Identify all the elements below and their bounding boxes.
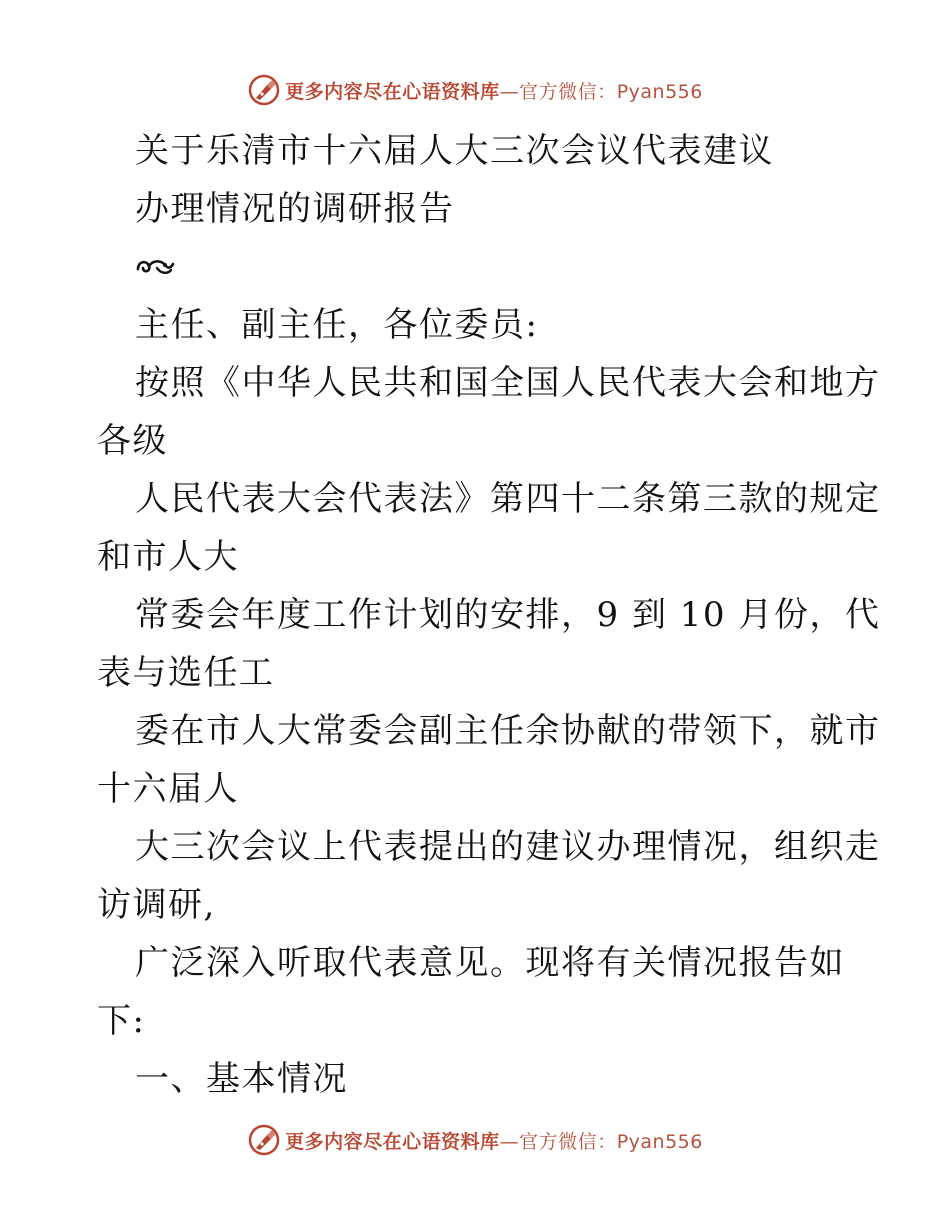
document-title-line-2: 办理情况的调研报告	[135, 189, 455, 229]
watermark-wechat-id: Pyan556	[616, 80, 703, 103]
watermark-wechat-label: 官方微信：	[519, 1130, 617, 1153]
document-body-line: 广泛深入听取代表意见。现将有关情况报告如	[135, 943, 845, 983]
watermark-brand-text: 更多内容尽在心语资料库	[285, 1130, 500, 1153]
document-greeting: 主任、副主任，各位委员:	[135, 305, 539, 345]
document-body-line: 委在市人大常委会副主任余协献的带领下，就市	[135, 711, 881, 751]
document-body-line: 大三次会议上代表提出的建议办理情况，组织走	[135, 827, 881, 867]
swirl-ornament-icon	[135, 256, 175, 278]
header-watermark	[0, 70, 950, 110]
ornament-row	[97, 238, 867, 296]
document-title-line-1: 关于乐清市十六届人大三次会议代表建议	[135, 131, 774, 171]
document-body-line: 下:	[97, 1001, 146, 1041]
document-body-line: 访调研,	[97, 885, 216, 925]
document-page	[97, 122, 881, 1108]
footer-watermark	[0, 1120, 950, 1160]
watermark-separator: —	[499, 1130, 520, 1153]
section-heading: 一、基本情况	[135, 1059, 348, 1099]
document-body-line: 和市人大	[97, 537, 239, 577]
document-body-line: 人民代表大会代表法》第四十二条第三款的规定	[135, 479, 881, 519]
document-body-line: 按照《中华人民共和国全国人民代表大会和地方	[135, 363, 881, 403]
watermark-wechat-label: 官方微信：	[519, 80, 617, 103]
document-body	[97, 354, 881, 1050]
watermark-separator: —	[499, 80, 520, 103]
pen-nib-logo-icon	[247, 73, 281, 107]
document-body-line: 各级	[97, 421, 168, 461]
document-body-line: 常委会年度工作计划的安排，9 到 10 月份，代	[135, 595, 881, 635]
watermark-brand-text: 更多内容尽在心语资料库	[285, 80, 500, 103]
pen-nib-logo-icon	[247, 1123, 281, 1157]
document-body-line: 表与选任工	[97, 653, 275, 693]
document-body-line: 十六届人	[97, 769, 239, 809]
watermark-wechat-id: Pyan556	[616, 1130, 703, 1153]
